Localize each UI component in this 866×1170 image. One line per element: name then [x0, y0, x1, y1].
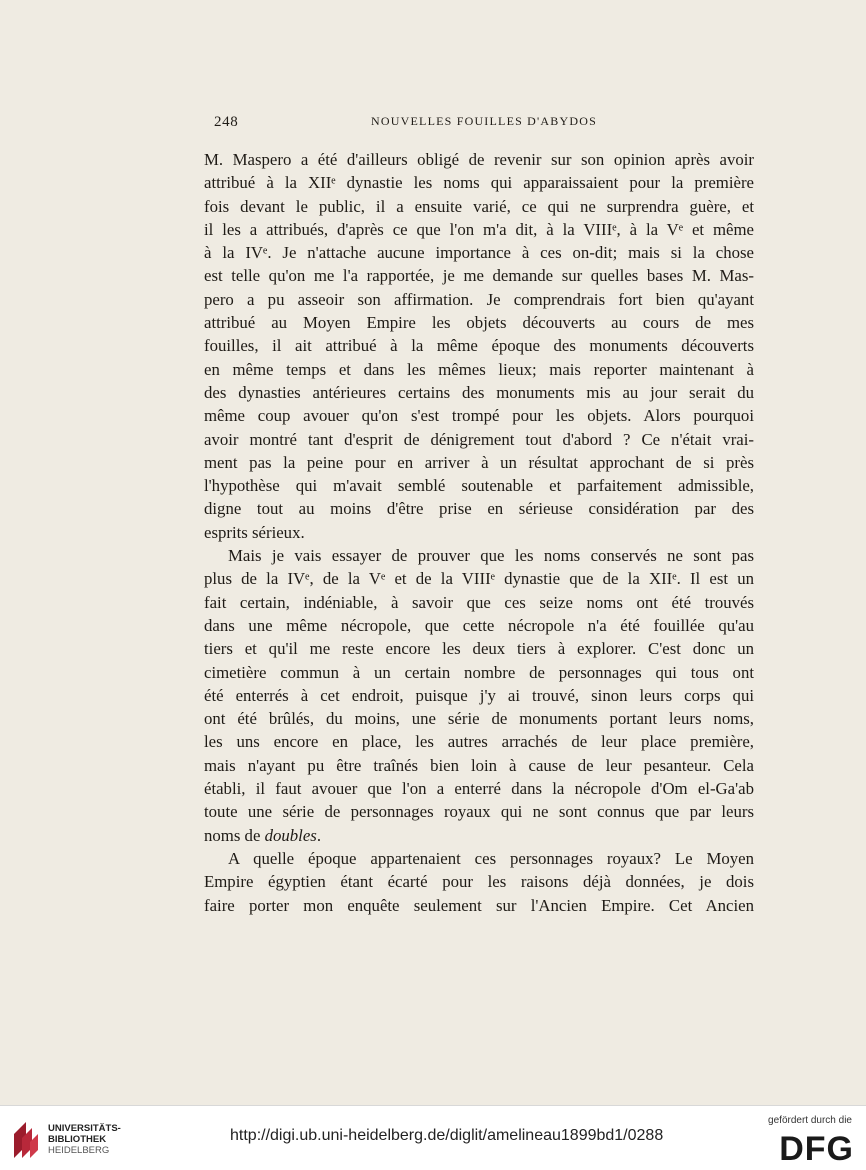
text-line: des dynasties antérieures certains des monuments mis au jour serait du	[204, 382, 754, 402]
text-line: même coup avouer qu'on s'est trompé pour les objets. Alors pourquoi	[204, 406, 754, 426]
text-fragment: noms de	[204, 825, 265, 845]
text-line: en même temps et dans les mêmes lieux; mais reporter maintenant à	[204, 359, 754, 379]
text-line: fois devant le public, il a ensuite varié, ce qui ne surprendra guère, et	[204, 196, 754, 216]
library-name-line: HEIDELBERG	[48, 1145, 110, 1156]
text-line: digne tout au moins d'être prise en sérieuse considération par des	[204, 499, 754, 519]
text-line: faire porter mon enquête seulement sur l'Ancien Empire. Cet Ancien	[204, 895, 754, 915]
funding-caption: gefördert durch die	[768, 1115, 852, 1126]
running-head	[214, 114, 754, 134]
text-line: dans une même nécropole, que cette nécropole n'a été fouillée qu'au	[204, 615, 754, 635]
text-line: les uns encore en place, les autres arrachés de leur place première,	[204, 732, 754, 752]
text-line: été enterrés à cet endroit, puisque j'y ai trouvé, sinon leurs corps qui	[204, 685, 754, 705]
university-library-logo-icon	[10, 1120, 42, 1160]
text-line: établi, il faut avouer que l'on a enterré dans la nécropole d'Om el-Ga'ab	[204, 779, 754, 799]
text-line: pero a pu asseoir son affirmation. Je comprendrais fort bien qu'ayant	[204, 289, 754, 309]
text-line: ont été brûlés, du moins, une série de monuments portant leurs noms,	[204, 709, 754, 729]
text-line: Empire égyptien étant écarté pour les raisons déjà données, je dois	[204, 872, 754, 892]
text-line: fouilles, il ait attribué à la même époque des monuments découverts	[204, 336, 754, 356]
body-text	[204, 148, 754, 917]
text-line: toute une série de personnages royaux qui ne sont connus que par leurs	[204, 802, 754, 822]
page-number: 248	[214, 114, 239, 130]
text-line: plus de la IVᵉ, de la Vᵉ et de la VIIIᵉ dynastie que de la XIIᵉ. Il est un	[204, 569, 754, 589]
text-line: tiers et qu'il me reste encore les deux tiers à explorer. C'est donc un	[204, 639, 754, 659]
text-line: il les a attribués, d'après ce que l'on m'a dit, à la VIIIᵉ, à la Vᵉ et même	[204, 219, 754, 239]
paragraph-start-line: A quelle époque appartenaient ces personnages royaux? Le Moyen	[228, 848, 754, 868]
text-line: esprits sérieux.	[204, 522, 305, 542]
permalink-url[interactable]: http://digi.ub.uni-heidelberg.de/diglit/amelineau1899bd1/0288	[230, 1127, 664, 1144]
text-line: attribué au Moyen Empire les objets découverts au cours de mes	[204, 313, 754, 333]
dfg-logo: DFG	[779, 1130, 854, 1168]
text-line: l'hypothèse qui m'avait semblé soutenable et parfaitement admissible,	[204, 476, 754, 496]
running-title: NOUVELLES FOUILLES D'ABYDOS	[371, 114, 597, 128]
text-line: cimetière commun à un certain nombre de personnages qui tous ont	[204, 662, 754, 682]
library-name-line: UNIVERSITÄTS-	[48, 1123, 121, 1134]
text-line: ment pas la peine pour en arriver à un résultat approchant de si près	[204, 452, 754, 472]
italic-word: doubles	[264, 825, 317, 845]
viewer-footer	[0, 1105, 866, 1170]
paragraph-start-line: Mais je vais essayer de prouver que les noms conservés ne sont pas	[228, 546, 754, 566]
text-line: à la IVᵉ. Je n'attache aucune importance à ces on-dit; mais si la chose	[204, 243, 754, 263]
text-line: est telle qu'on me l'a rapportée, je me demande sur quelles bases M. Mas-	[204, 266, 754, 286]
text-line: fait certain, indéniable, à savoir que ces seize noms ont été trouvés	[204, 592, 754, 612]
library-name-line: BIBLIOTHEK	[48, 1134, 107, 1145]
text-line: mais n'ayant pu être traînés bien loin à cause de leur pesanteur. Cela	[204, 755, 754, 775]
text-line: attribué à la XIIᵉ dynastie les noms qui apparaissaient pour la première	[204, 173, 754, 193]
library-name	[48, 1123, 121, 1156]
text-line	[204, 824, 754, 847]
text-fragment: .	[316, 825, 322, 845]
text-line: M. Maspero a été d'ailleurs obligé de revenir sur son opinion après avoir	[204, 150, 754, 169]
text-line: avoir montré tant d'esprit de dénigrement tout d'abord ? Ce n'était vrai-	[204, 429, 754, 449]
